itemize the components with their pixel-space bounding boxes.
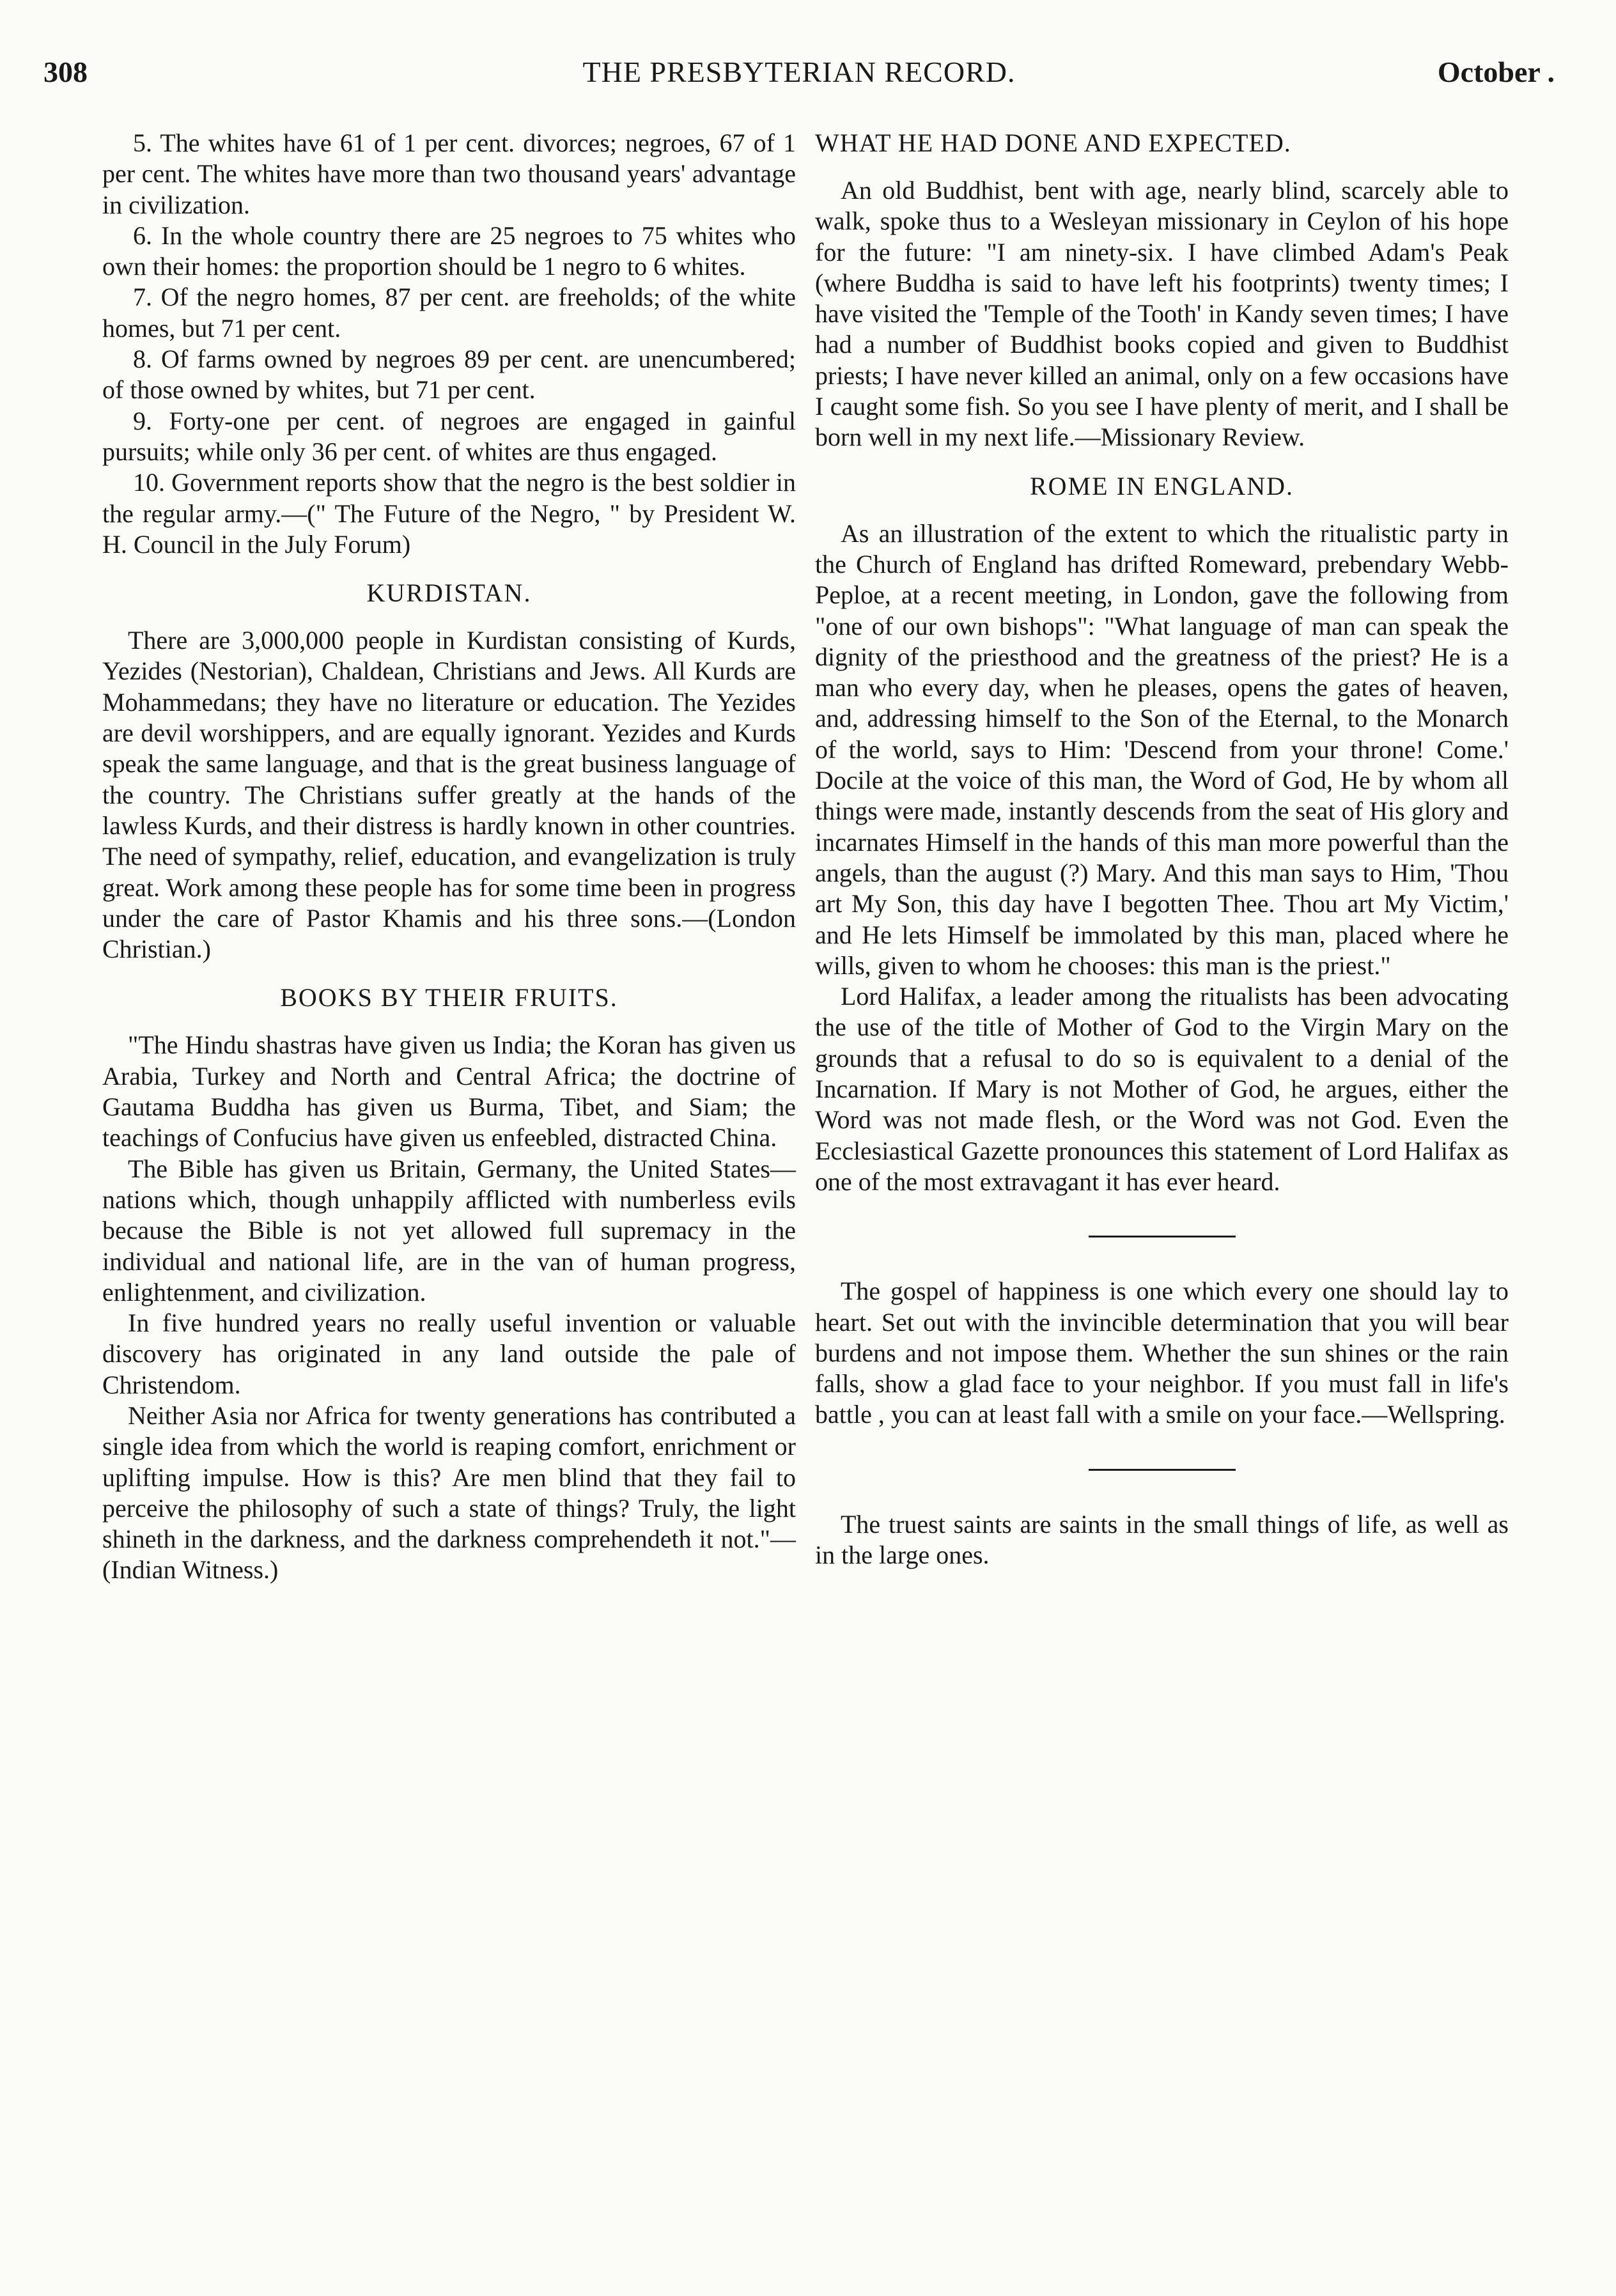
list-item: 6. In the whole country there are 25 negroes to 75 whites who own their homes: the proportion should be 1 negro to 6 whites. <box>102 221 796 281</box>
right-column <box>815 128 1509 1571</box>
done-heading: WHAT HE HAD DONE AND EXPECTED. <box>815 128 1291 157</box>
kurdistan-heading: KURDISTAN. <box>366 578 532 608</box>
saints-paragraph: The truest saints are saints in the small things of life, as well as in the large ones. <box>815 1509 1509 1569</box>
issue-month: October . <box>1437 56 1555 88</box>
list-item: 7. Of the negro homes, 87 per cent. are freeholds; of the white homes, but 71 per cent. <box>102 283 796 343</box>
page-header <box>43 50 1555 95</box>
rome-paragraph: As an illustration of the extent to which the ritualistic party in the Church of England has drifted Romeward, prebendary Webb-Peploe, at a recent meeting, in London, gave the following from "one of our own bishops": "What language of man can speak the dignity of the priesthood and the greatness of the priest? He is a man who every day, when he pleases, opens the gates of heaven, and, addressing himself to the Son of the Eternal, to the Monarch of the world, says to Him: 'Descend from your throne! Come.' Docile at the voice of this man, the Word of God, He by whom all things were made, instantly descends from the seat of His glory and incarnates Himself in the hands of this man more powerful than the angels, than the august (?) Mary. And this man says to Him, 'Thou art My Son, this day have I begotten Thee. Thou art My Victim,' and He lets Himself be immolated by this man, placed where he wills, given to whom he chooses: this man is the priest." <box>815 518 1509 980</box>
section-divider <box>1089 1236 1236 1237</box>
books-heading: BOOKS BY THEIR FRUITS. <box>280 983 618 1012</box>
books-paragraph: Neither Asia nor Africa for twenty generations has contributed a single idea from which the world is reaping comfort, enrichment or uplifting impulse. How is this? Are men blind that they fail to perceive the philosophy of such a state of things? Truly, the light shineth in the darkness, and the darkness comprehendeth it not."—(Indian Witness.) <box>102 1400 796 1585</box>
books-paragraph: In five hundred years no really useful invention or valuable discovery has originated in any land outside the pale of Christendom. <box>102 1308 796 1399</box>
negro-statistics-list <box>102 128 796 560</box>
list-item: 5. The whites have 61 of 1 per cent. divorces; negroes, 67 of 1 per cent. The whites have more than two thousand years' advantage in civilization. <box>102 128 796 219</box>
left-column <box>102 128 796 1586</box>
kurdistan-body: There are 3,000,000 people in Kurdistan consisting of Kurds, Yezides (Nestorian), Chaldean, Christians and Jews. All Kurds are Mohammedans; they have no literature or education. The Yezides are devil worshippers, and are equally ignorant. Yezides and Kurds speak the same language, and that is the great business language of the country. The Christians suffer greatly at the hands of the lawless Kurds, and their distress is hardly known in other countries. The need of sympathy, relief, education, and evangelization is truly great. Work among these people has for some time been in progress under the care of Pastor Khamis and his three sons.—(London Christian.) <box>102 626 796 964</box>
list-item: 9. Forty-one per cent. of negroes are engaged in gainful pursuits; while only 36 per cent. of whites are thus engaged. <box>102 406 796 466</box>
gospel-paragraph: The gospel of happiness is one which every one should lay to heart. Set out with the invincible determination that you will bear burdens and not impose them. Whether the sun shines or the rain falls, show a glad face to your neighbor. If you must fall in life's battle , you can at least fall with a smile on your face.—Wellspring. <box>815 1276 1509 1429</box>
publication-title: THE PRESBYTERIAN RECORD. <box>582 56 1016 88</box>
done-body: An old Buddhist, bent with age, nearly blind, scarcely able to walk, spoke thus to a Wesleyan missionary in Ceylon of his hope for the future: "I am ninety-six. I have climbed Adam's Peak (where Buddha is said to have left his footprints) twenty times; I have visited the 'Temple of the Tooth' in Kandy seven times; I have had a number of Buddhist books copied and given to Buddhist priests; I have never killed an animal, only on a few occasions have I caught some fish. So you see I have plenty of merit, and I shall be born well in my next life.—Missionary Review. <box>815 176 1509 452</box>
books-paragraph: The Bible has given us Britain, Germany, the United States—nations which, though unhappily afflicted with numberless evils because the Bible is not yet allowed full supremacy in the individual and national life, are in the van of human progress, enlightenment, and civilization. <box>102 1154 796 1307</box>
list-item: 8. Of farms owned by negroes 89 per cent. are unencumbered; of those owned by whites, but 71 per cent. <box>102 345 796 405</box>
books-paragraph: "The Hindu shastras have given us India; the Koran has given us Arabia, Turkey and North and Central Africa; the doctrine of Gautama Buddha has given us Burma, Tibet, and Siam; the teachings of Confucius have given us enfeebled, distracted China. <box>102 1030 796 1152</box>
section-divider <box>1089 1469 1236 1471</box>
rome-paragraph: Lord Halifax, a leader among the ritualists has been advocating the use of the title of Mother of God to the Virgin Mary on the grounds that a refusal to do so is equivalent to a denial of the Incarnation. If Mary is not Mother of God, he argues, either the Word was not made flesh, or the Word was not God. Even the Ecclesiastical Gazette pronounces this statement of Lord Halifax as one of the most extravagant it has ever heard. <box>815 982 1509 1196</box>
list-item: 10. Government reports show that the negro is the best soldier in the regular army.—(" The Future of the Negro, " by President W. H. Council in the July Forum) <box>102 468 796 559</box>
page-number: 308 <box>43 56 88 88</box>
rome-heading: ROME IN ENGLAND. <box>1029 471 1294 500</box>
